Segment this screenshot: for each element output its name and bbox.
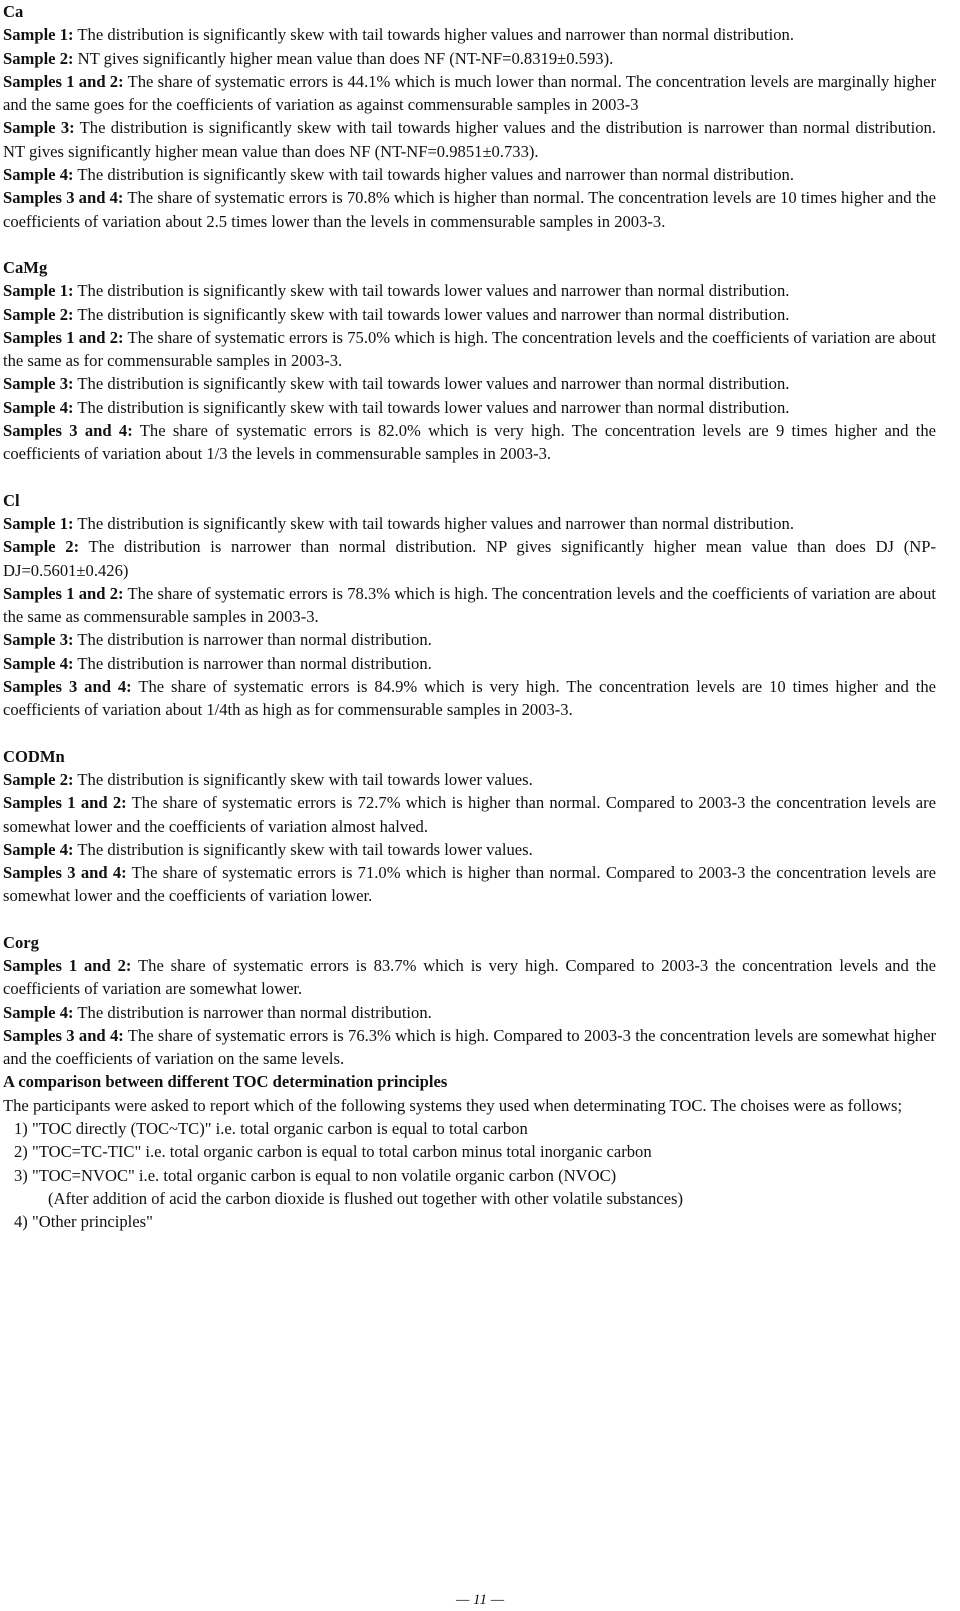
- paragraph-label: Sample 1:: [3, 25, 74, 45]
- paragraph-text: The distribution is significantly skew with tail towards lower values and narrower than normal distribution.: [73, 281, 790, 301]
- paragraph: [3, 163, 936, 186]
- section-cl: [3, 489, 936, 722]
- paragraph-text: The share of systematic errors is 44.1% which is much lower than normal. The concentration levels are marginally higher and the same goes for the coefficients of variation as against commensurable samples in 2003-3: [3, 71, 936, 115]
- paragraph: [3, 303, 936, 326]
- list-item: 4) "Other principles": [14, 1212, 153, 1232]
- paragraph-label: Sample 3:: [3, 374, 74, 394]
- paragraph: [3, 582, 936, 629]
- paragraph-label: Sample 3:: [3, 118, 75, 138]
- paragraph-label: Samples 3 and 4:: [3, 863, 127, 883]
- paragraph: [3, 326, 936, 373]
- paragraph: [3, 396, 936, 419]
- paragraph-text: The distribution is significantly skew with tail towards lower values and narrower than normal distribution.: [73, 397, 790, 417]
- paragraph-label: Sample 4:: [3, 653, 74, 673]
- page-number: — 11 —: [455, 1592, 505, 1608]
- paragraph-label: Sample 2:: [3, 537, 80, 557]
- document-page: [3, 0, 936, 1234]
- paragraph-label: Sample 1:: [3, 513, 74, 533]
- paragraph-label: Samples 1 and 2:: [3, 793, 127, 813]
- paragraph-text: The distribution is significantly skew with tail towards higher values and narrower than normal distribution.: [73, 513, 794, 533]
- paragraph-text: The share of systematic errors is 78.3% which is high. The concentration levels and the coefficients of variation are about the same as commensurable samples in 2003-3.: [3, 583, 936, 627]
- paragraph: [3, 628, 936, 651]
- paragraph-text: The distribution is significantly skew with tail towards lower values and narrower than normal distribution.: [73, 374, 790, 394]
- toc-intro: The participants were asked to report which of the following systems they used when determinating TOC. The choises were as follows;: [3, 1095, 903, 1115]
- section-heading: Corg: [3, 932, 39, 952]
- paragraph: [3, 512, 936, 535]
- paragraph-text: The distribution is narrower than normal distribution. NP gives significantly higher mean value than does DJ (NP-DJ=0.5601±0.426): [3, 537, 936, 580]
- paragraph-label: Sample 1:: [3, 281, 74, 301]
- paragraph: [3, 861, 936, 908]
- paragraph: [3, 535, 936, 582]
- paragraph-label: Sample 2:: [3, 769, 74, 789]
- paragraph-label: Samples 3 and 4:: [3, 421, 133, 441]
- paragraph-label: Sample 2:: [3, 48, 74, 68]
- paragraph-label: Sample 4:: [3, 839, 74, 859]
- paragraph: [3, 675, 936, 722]
- paragraph: [3, 186, 936, 233]
- paragraph-label: Sample 3:: [3, 630, 74, 650]
- list-item: 2) "TOC=TC-TIC" i.e. total organic carbon is equal to total carbon minus total inorganic carbon: [14, 1142, 652, 1162]
- paragraph: [3, 1001, 936, 1024]
- paragraph: [3, 768, 936, 791]
- paragraph: [3, 47, 936, 70]
- paragraph-text: The distribution is significantly skew with tail towards higher values and narrower than normal distribution.: [73, 165, 794, 185]
- paragraph-label: Samples 3 and 4:: [3, 677, 132, 697]
- paragraph-label: Samples 1 and 2:: [3, 583, 124, 603]
- paragraph: [3, 1024, 936, 1071]
- paragraph-label: Sample 4:: [3, 165, 74, 185]
- paragraph: [3, 652, 936, 675]
- paragraph-text: The distribution is significantly skew with tail towards higher values and the distribution is narrower than normal distribution. NT gives significantly higher mean value than does NF (NT-NF=0.9851±0.733).: [3, 118, 936, 161]
- paragraph-text: The share of systematic errors is 75.0% which is high. The concentration levels and the coefficients of variation are about the same as for commensurable samples in 2003-3.: [3, 327, 936, 371]
- paragraph: [3, 279, 936, 302]
- paragraph-text: The share of systematic errors is 70.8% which is higher than normal. The concentration levels are 10 times higher and the coefficients of variation about 2.5 times lower than the levels in commensurable samples in 2003-3.: [3, 188, 936, 231]
- list-item: 3) "TOC=NVOC" i.e. total organic carbon is equal to non volatile organic carbon (NVOC): [14, 1165, 617, 1185]
- paragraph-label: Samples 1 and 2:: [3, 955, 132, 975]
- section-camg: [3, 256, 936, 466]
- paragraph-text: The distribution is significantly skew with tail towards lower values.: [73, 769, 533, 789]
- paragraph: [3, 954, 936, 1001]
- section-heading: Cl: [3, 490, 20, 510]
- paragraph-text: The distribution is narrower than normal distribution.: [73, 1002, 432, 1022]
- list-item: 1) "TOC directly (TOC~TC)" i.e. total organic carbon is equal to total carbon: [14, 1119, 528, 1139]
- paragraph: [3, 23, 936, 46]
- section-corg: [3, 931, 936, 1234]
- paragraph-text: The share of systematic errors is 84.9% which is very high. The concentration levels are 10 times higher and the coefficients of variation about 1/4th as high as for commensurable samples in 2003-3.: [3, 677, 936, 720]
- paragraph-text: The distribution is significantly skew with tail towards lower values and narrower than normal distribution.: [73, 304, 790, 324]
- paragraph-label: Samples 1 and 2:: [3, 327, 124, 347]
- paragraph-text: The share of systematic errors is 72.7% which is higher than normal. Compared to 2003-3 the concentration levels are somewhat lower and the coefficients of variation almost halved.: [3, 793, 936, 836]
- paragraph-text: The share of systematic errors is 82.0% which is very high. The concentration levels are 9 times higher and the coefficients of variation about 1/3 the levels in commensurable samples in 2003-3.: [3, 421, 936, 464]
- paragraph: [3, 70, 936, 117]
- paragraph-text: The share of systematic errors is 71.0% which is higher than normal. Compared to 2003-3 the concentration levels are somewhat lower and the coefficients of variation lower.: [3, 863, 936, 906]
- paragraph-text: The distribution is significantly skew with tail towards lower values.: [73, 839, 533, 859]
- paragraph: [3, 419, 936, 466]
- section-codmn: [3, 745, 936, 908]
- paragraph-label: Samples 3 and 4:: [3, 1025, 124, 1045]
- paragraph-label: Sample 2:: [3, 304, 74, 324]
- paragraph: [3, 791, 936, 838]
- paragraph-text: The distribution is significantly skew with tail towards higher values and narrower than normal distribution.: [73, 25, 794, 45]
- paragraph-text: The distribution is narrower than normal distribution.: [73, 630, 432, 650]
- paragraph: [3, 116, 936, 163]
- section-heading: CODMn: [3, 746, 65, 766]
- paragraph: [3, 372, 936, 395]
- section-heading: CaMg: [3, 257, 48, 277]
- paragraph-label: Samples 1 and 2:: [3, 71, 124, 91]
- paragraph-text: The share of systematic errors is 83.7% which is very high. Compared to 2003-3 the concentration levels and the coefficients of variation are somewhat lower.: [3, 955, 936, 999]
- toc-comparison-heading: A comparison between different TOC determination principles: [3, 1072, 448, 1092]
- paragraph-label: Sample 4:: [3, 397, 74, 417]
- section-ca: [3, 0, 936, 233]
- paragraph-label: Sample 4:: [3, 1002, 74, 1022]
- list-item-note: (After addition of acid the carbon dioxide is flushed out together with other volatile substances): [48, 1188, 683, 1208]
- section-heading: Ca: [3, 2, 24, 21]
- toc-principles-list: [3, 1117, 936, 1233]
- paragraph-text: The share of systematic errors is 76.3% which is high. Compared to 2003-3 the concentration levels are somewhat higher and the coefficients of variation on the same levels.: [3, 1025, 936, 1069]
- paragraph-text: The distribution is narrower than normal distribution.: [73, 653, 432, 673]
- paragraph: [3, 838, 936, 861]
- paragraph-text: NT gives significantly higher mean value than does NF (NT-NF=0.8319±0.593).: [73, 48, 614, 68]
- paragraph-label: Samples 3 and 4:: [3, 188, 124, 208]
